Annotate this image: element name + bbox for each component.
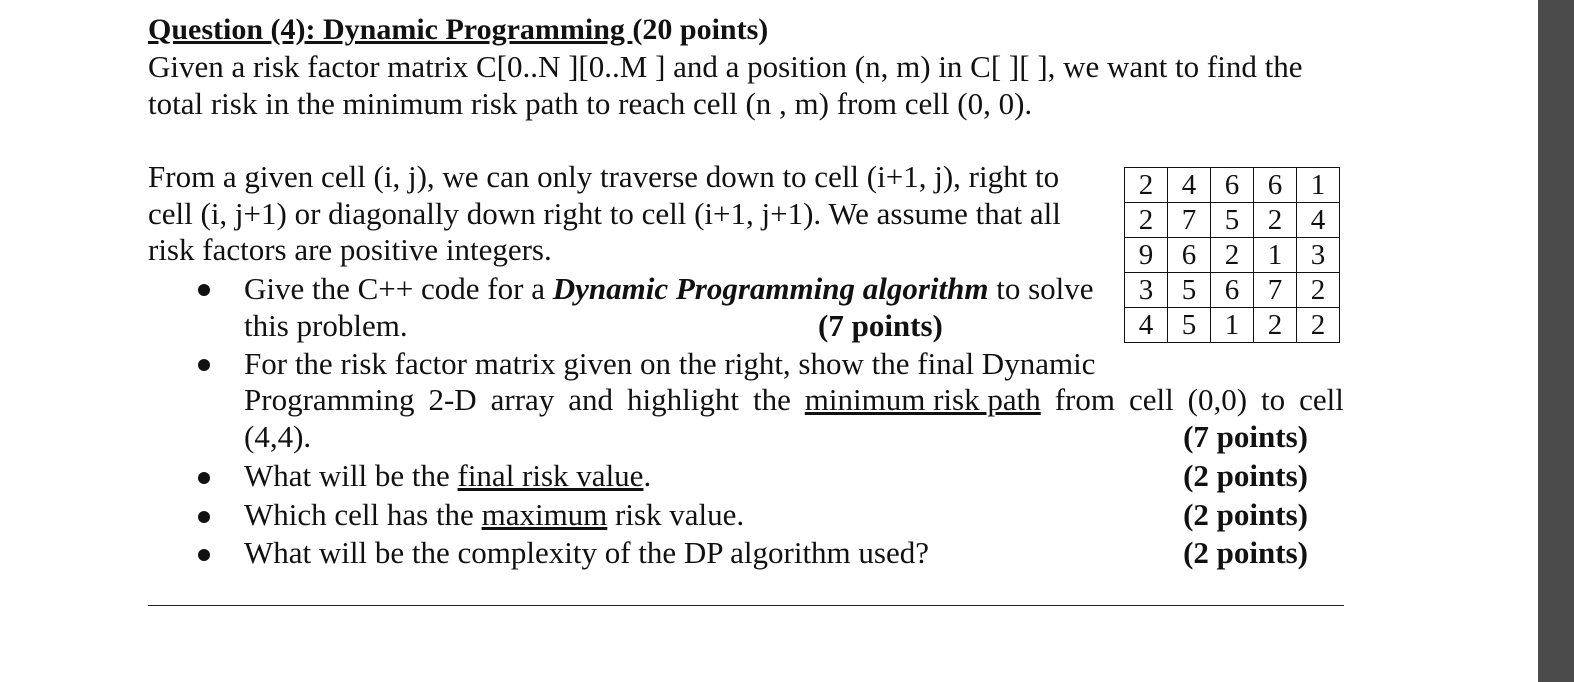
matrix-cell: 6 <box>1211 273 1254 308</box>
matrix-row <box>1125 238 1340 273</box>
matrix-cell: 5 <box>1211 203 1254 238</box>
matrix-cell: 4 <box>1125 308 1168 343</box>
item-final-risk <box>244 458 651 494</box>
traverse-rule-line-2: cell (i, j+1) or diagonally down right to cell (i+1, j+1). We assume that all <box>148 196 1061 231</box>
matrix-cell: 9 <box>1125 238 1168 273</box>
item-max-cell-points: (2 points) <box>1183 497 1308 532</box>
matrix-cell: 2 <box>1297 308 1340 343</box>
word: to <box>1261 382 1286 417</box>
matrix-row <box>1125 308 1340 343</box>
matrix-cell: 6 <box>1211 168 1254 203</box>
risk-factor-matrix <box>1124 167 1340 343</box>
matrix-row <box>1125 203 1340 238</box>
item-final-risk-points: (2 points) <box>1183 458 1308 493</box>
traverse-rule-line-1: From a given cell (i, j), we can only traverse down to cell (i+1, j), right to <box>148 159 1060 194</box>
matrix-cell: 2 <box>1254 308 1297 343</box>
maximum-word: maximum <box>481 497 608 532</box>
question-title <box>148 12 768 48</box>
bullet-icon <box>198 472 210 484</box>
bullet-icon <box>198 511 210 523</box>
matrix-cell: 2 <box>1125 168 1168 203</box>
item-complexity-points: (2 points) <box>1183 535 1308 570</box>
word: Programming <box>244 382 415 417</box>
matrix-cell: 1 <box>1297 168 1340 203</box>
matrix-cell: 5 <box>1168 308 1211 343</box>
matrix-cell: 4 <box>1168 168 1211 203</box>
minimum-risk-path-phrase: minimum risk path <box>804 382 1041 417</box>
matrix-cell: 3 <box>1297 238 1340 273</box>
item-dp-array-points: (7 points) <box>1183 419 1308 454</box>
word: (0,0) <box>1187 382 1248 417</box>
word: cell <box>1299 382 1344 417</box>
matrix-cell: 3 <box>1125 273 1168 308</box>
word: highlight <box>627 382 739 417</box>
item-dp-array-line-1: For the risk factor matrix given on the right, show the final Dynamic <box>244 346 1096 381</box>
word: 2-D <box>428 382 477 417</box>
item-dp-array-line-2 <box>244 382 1344 418</box>
traverse-rule-line-3: risk factors are positive integers. <box>148 232 552 267</box>
item-dp-code-line-2: this problem. <box>244 308 408 343</box>
question-total-points: (20 points) <box>632 13 769 46</box>
final-risk-value-phrase: final risk value <box>457 458 644 493</box>
matrix-row <box>1125 273 1340 308</box>
vertical-scrollbar[interactable] <box>1538 0 1574 682</box>
item-final-risk-text: What will be the <box>244 458 458 493</box>
item-dp-code-points: (7 points) <box>818 308 943 343</box>
matrix-cell: 2 <box>1125 203 1168 238</box>
matrix-cell: 4 <box>1297 203 1340 238</box>
bullet-icon <box>198 549 210 561</box>
word: cell <box>1128 382 1174 417</box>
matrix-cell: 7 <box>1168 203 1211 238</box>
intro-line-2: total risk in the minimum risk path to reach cell (n , m) from cell (0, 0). <box>148 86 1033 121</box>
item-dp-code-text-end: to solve <box>988 271 1094 306</box>
intro-line-1: Given a risk factor matrix C[0..N ][0..M ] and a position (n, m) in C[ ][ ], we want to find the <box>148 49 1303 84</box>
matrix-cell: 5 <box>1168 273 1211 308</box>
word: array <box>490 382 555 417</box>
item-max-cell <box>244 497 744 533</box>
matrix-cell: 2 <box>1211 238 1254 273</box>
item-dp-code-line-1 <box>244 271 1094 307</box>
matrix-cell: 2 <box>1254 203 1297 238</box>
matrix-cell: 1 <box>1211 308 1254 343</box>
matrix-row <box>1125 168 1340 203</box>
matrix-cell: 2 <box>1297 273 1340 308</box>
question-title-heading: Question (4): Dynamic Programming <box>148 13 633 46</box>
item-max-cell-text: Which cell has the <box>244 497 482 532</box>
item-final-risk-period: . <box>643 458 652 493</box>
matrix-cell: 6 <box>1168 238 1211 273</box>
item-dp-code-emphasis: Dynamic Programming algorithm <box>552 271 989 306</box>
item-dp-array-line-3: (4,4). <box>244 419 312 454</box>
word: and <box>568 382 614 417</box>
matrix-cell: 1 <box>1254 238 1297 273</box>
item-dp-code-text: Give the C++ code for a <box>244 271 553 306</box>
item-complexity: What will be the complexity of the DP algorithm used? <box>244 535 929 570</box>
matrix-cell: 6 <box>1254 168 1297 203</box>
bullet-icon <box>198 284 210 296</box>
word: the <box>752 382 791 417</box>
word: from <box>1054 382 1115 417</box>
item-max-cell-text-end: risk value. <box>607 497 745 532</box>
section-divider <box>148 605 1344 606</box>
matrix-cell: 7 <box>1254 273 1297 308</box>
bullet-icon <box>198 359 210 371</box>
